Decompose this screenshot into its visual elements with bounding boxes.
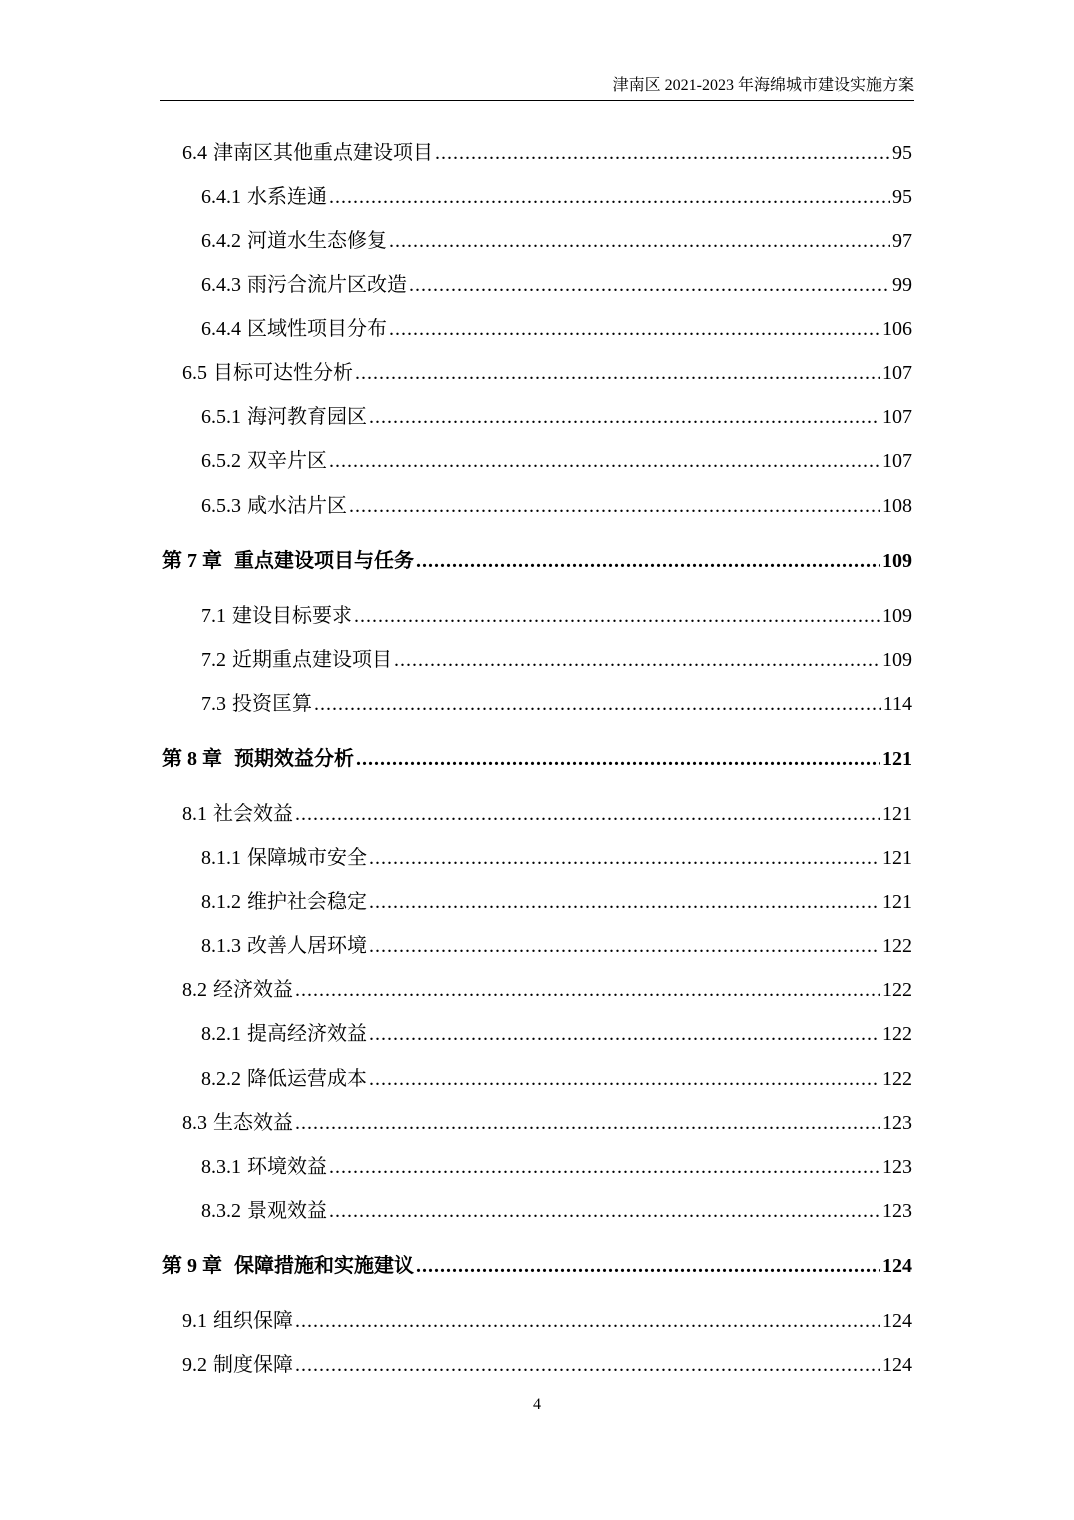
toc-entry-number: 6.5.3 [201, 495, 241, 517]
toc-entry-page: 121 [882, 891, 912, 913]
toc-chapter-number: 第 9 章 [162, 1255, 222, 1277]
toc-entry[interactable] [201, 602, 912, 630]
toc-entry-title: 维护社会稳定 [247, 891, 367, 913]
toc-chapter-title: 保障措施和实施建议 [234, 1255, 414, 1277]
toc-dot-leader [416, 547, 880, 575]
toc-entry-page: 108 [882, 495, 912, 517]
header-title: 津南区 2021-2023 年海绵城市建设实施方案 [612, 77, 914, 94]
toc-dot-leader [295, 1307, 880, 1335]
toc-dot-leader [416, 1252, 880, 1280]
toc-chapter-page: 124 [882, 1255, 912, 1277]
toc-entry-number: 8.2 [182, 979, 207, 1001]
toc-entry-number: 6.5.2 [201, 450, 241, 472]
toc-entry[interactable] [182, 1307, 912, 1335]
toc-entry-number: 9.2 [182, 1354, 207, 1376]
toc-entry-number: 9.1 [182, 1310, 207, 1332]
toc-dot-leader [435, 139, 890, 167]
toc-entry[interactable] [182, 1351, 912, 1379]
toc-entry-title: 制度保障 [213, 1354, 293, 1376]
toc-entry-page: 97 [892, 230, 912, 252]
toc-chapter-page: 109 [882, 550, 912, 572]
toc-entry-title: 近期重点建设项目 [232, 649, 392, 671]
toc-entry-title: 河道水生态修复 [247, 230, 387, 252]
toc-entry[interactable] [201, 690, 912, 718]
toc-dot-leader [329, 447, 880, 475]
toc-entry-number: 8.1.3 [201, 935, 241, 957]
toc-entry[interactable] [201, 844, 912, 872]
toc-entry-number: 8.3.2 [201, 1200, 241, 1222]
page-header [160, 76, 914, 101]
toc-entry-number: 7.2 [201, 649, 226, 671]
toc-entry-title: 津南区其他重点建设项目 [213, 142, 433, 164]
toc-entry-page: 95 [892, 186, 912, 208]
toc-chapter[interactable] [162, 745, 912, 773]
toc-dot-leader [369, 932, 880, 960]
toc-entry[interactable] [201, 1065, 912, 1093]
toc-entry[interactable] [201, 492, 912, 520]
toc-dot-leader [295, 1351, 880, 1379]
toc-entry-page: 123 [882, 1112, 912, 1134]
toc-dot-leader [329, 183, 890, 211]
toc-entry-page: 121 [882, 803, 912, 825]
toc-entry-number: 6.4 [182, 142, 207, 164]
toc-entry[interactable] [201, 1153, 912, 1181]
toc-entry-number: 8.3 [182, 1112, 207, 1134]
toc-dot-leader [369, 1020, 880, 1048]
toc-entry[interactable] [201, 403, 912, 431]
toc-dot-leader [369, 403, 880, 431]
toc-entry-page: 109 [882, 649, 912, 671]
toc-chapter-title: 预期效益分析 [234, 748, 354, 770]
toc-entry-title: 咸水沽片区 [247, 495, 347, 517]
toc-entry-title: 生态效益 [213, 1112, 293, 1134]
toc-entry[interactable] [201, 183, 912, 211]
toc-entry-number: 6.4.1 [201, 186, 241, 208]
toc-entry[interactable] [201, 888, 912, 916]
toc-entry-number: 7.3 [201, 693, 226, 715]
toc-dot-leader [394, 646, 880, 674]
toc-entry-page: 123 [882, 1156, 912, 1178]
toc-entry[interactable] [201, 1020, 912, 1048]
toc-entry-page: 122 [882, 1023, 912, 1045]
toc-dot-leader [295, 1109, 880, 1137]
toc-dot-leader [369, 1065, 880, 1093]
toc-entry[interactable] [201, 932, 912, 960]
toc-entry-page: 107 [882, 362, 912, 384]
toc-dot-leader [314, 690, 881, 718]
toc-entry-title: 区域性项目分布 [247, 318, 387, 340]
toc-entry-title: 雨污合流片区改造 [247, 274, 407, 296]
toc-entry-page: 99 [892, 274, 912, 296]
toc-entry-page: 107 [882, 406, 912, 428]
toc-entry-title: 社会效益 [213, 803, 293, 825]
toc-chapter[interactable] [162, 1252, 912, 1280]
toc-entry-number: 8.1 [182, 803, 207, 825]
toc-entry-number: 8.1.1 [201, 847, 241, 869]
toc-entry[interactable] [182, 1109, 912, 1137]
toc-dot-leader [354, 602, 880, 630]
toc-dot-leader [329, 1197, 880, 1225]
toc-entry-number: 6.4.3 [201, 274, 241, 296]
toc-entry-number: 6.5.1 [201, 406, 241, 428]
toc-chapter[interactable] [162, 547, 912, 575]
toc-entry[interactable] [201, 447, 912, 475]
toc-entry-title: 建设目标要求 [232, 605, 352, 627]
page-number: 4 [533, 1396, 541, 1413]
toc-entry[interactable] [182, 800, 912, 828]
toc-dot-leader [409, 271, 890, 299]
toc-entry-page: 121 [882, 847, 912, 869]
toc-entry-page: 124 [882, 1310, 912, 1332]
toc-entry-number: 8.2.1 [201, 1023, 241, 1045]
toc-entry-number: 6.4.4 [201, 318, 241, 340]
toc-entry-title: 双辛片区 [247, 450, 327, 472]
toc-chapter-number: 第 8 章 [162, 748, 222, 770]
toc-dot-leader [356, 745, 880, 773]
toc-entry-title: 降低运营成本 [247, 1068, 367, 1090]
toc-entry[interactable] [201, 646, 912, 674]
toc-dot-leader [369, 888, 880, 916]
toc-chapter-number: 第 7 章 [162, 550, 222, 572]
toc-entry[interactable] [201, 227, 912, 255]
toc-dot-leader [389, 227, 890, 255]
toc-entry-number: 6.5 [182, 362, 207, 384]
toc-dot-leader [369, 844, 880, 872]
toc-entry[interactable] [182, 976, 912, 1004]
toc-dot-leader [295, 976, 880, 1004]
toc-entry[interactable] [201, 1197, 912, 1225]
toc-entry-page: 107 [882, 450, 912, 472]
toc-entry-page: 114 [882, 693, 912, 715]
toc-entry-page: 122 [882, 935, 912, 957]
toc-entry[interactable] [182, 359, 912, 387]
toc-entry-title: 海河教育园区 [247, 406, 367, 428]
toc-entry-title: 经济效益 [213, 979, 293, 1001]
toc-entry-title: 投资匡算 [232, 693, 312, 715]
toc-dot-leader [295, 800, 880, 828]
toc-dot-leader [329, 1153, 880, 1181]
toc-entry-page: 95 [892, 142, 912, 164]
toc-dot-leader [349, 492, 880, 520]
toc-chapter-title: 重点建设项目与任务 [234, 550, 414, 572]
toc-entry-page: 124 [882, 1354, 912, 1376]
toc-chapter-page: 121 [882, 748, 912, 770]
toc-entry-title: 环境效益 [247, 1156, 327, 1178]
toc-entry-title: 改善人居环境 [247, 935, 367, 957]
toc-entry-number: 7.1 [201, 605, 226, 627]
toc-entry-title: 提高经济效益 [247, 1023, 367, 1045]
toc-entry-title: 目标可达性分析 [213, 362, 353, 384]
toc-entry-number: 6.4.2 [201, 230, 241, 252]
toc-entry-title: 水系连通 [247, 186, 327, 208]
toc-entry-number: 8.1.2 [201, 891, 241, 913]
toc-entry-page: 122 [882, 1068, 912, 1090]
toc-entry-number: 8.2.2 [201, 1068, 241, 1090]
toc-dot-leader [355, 359, 880, 387]
toc-entry[interactable] [182, 139, 912, 167]
toc-entry-title: 景观效益 [247, 1200, 327, 1222]
toc-entry[interactable] [201, 315, 912, 343]
toc-entry-number: 8.3.1 [201, 1156, 241, 1178]
toc-entry-page: 122 [882, 979, 912, 1001]
toc-entry-title: 保障城市安全 [247, 847, 367, 869]
toc-entry-title: 组织保障 [213, 1310, 293, 1332]
toc-entry[interactable] [201, 271, 912, 299]
toc-dot-leader [389, 315, 880, 343]
toc-entry-page: 109 [882, 605, 912, 627]
toc-entry-page: 123 [882, 1200, 912, 1222]
toc-entry-page: 106 [882, 318, 912, 340]
